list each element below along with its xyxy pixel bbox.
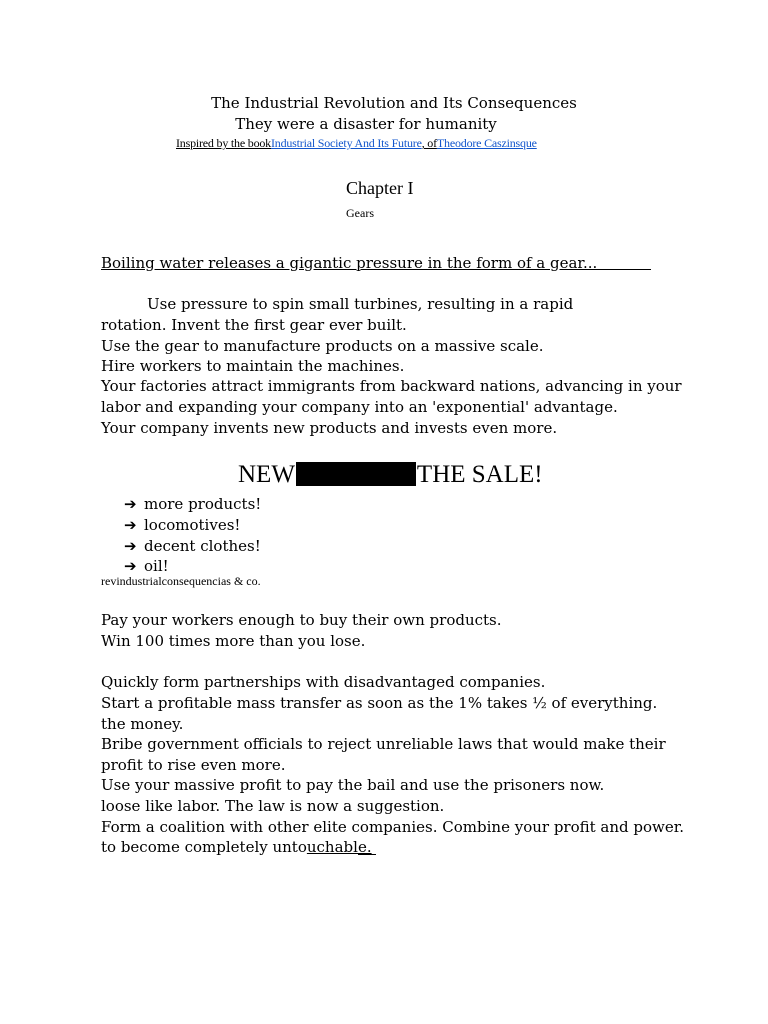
- paragraph-line: Your company invents new products and invests even more.: [101, 419, 558, 437]
- chapter-heading: Chapter I: [346, 178, 414, 198]
- document-subtitle: They were a disaster for humanity: [235, 115, 497, 133]
- arrow-icon: ➔: [124, 557, 137, 575]
- list-item-label: locomotives!: [144, 516, 241, 534]
- paragraph-line: the money.: [101, 715, 184, 733]
- paragraph-line: Use pressure to spin small turbines, resulting in a rapid: [147, 295, 574, 313]
- final-line-underlined: uchable.: [306, 838, 372, 856]
- promo-left: NEW: [238, 461, 295, 488]
- final-line-plain: to become completely unto: [101, 838, 307, 856]
- caption: revindustrialconsequencias & co.: [101, 574, 261, 588]
- paragraph-line: labor and expanding your company into an 'exponential' advantage.: [101, 398, 618, 416]
- paragraph-line: Quickly form partnerships with disadvantaged companies.: [101, 673, 546, 691]
- paragraph-line: Pay your workers enough to buy their own products.: [101, 611, 502, 629]
- paragraph-line: Win 100 times more than you lose.: [101, 632, 366, 650]
- paragraph-line: Bribe government officials to reject unreliable laws that would make their: [101, 735, 666, 753]
- paragraph-line: profit to rise even more.: [101, 756, 286, 774]
- list-item-label: oil!: [144, 557, 169, 575]
- final-underline-rule: [358, 854, 376, 855]
- chapter-subtitle: Gears: [346, 206, 374, 220]
- inspired-separator: , of: [421, 136, 437, 150]
- paragraph-line: Your factories attract immigrants from backward nations, advancing in your: [101, 377, 682, 395]
- inspired-prefix: Inspired by the book: [176, 136, 271, 150]
- list-item-label: more products!: [144, 495, 262, 513]
- document-title: The Industrial Revolution and Its Consequences: [211, 94, 577, 112]
- list-item: [124, 557, 169, 575]
- arrow-icon: ➔: [124, 495, 137, 513]
- book-link[interactable]: Industrial Society And Its Future: [270, 136, 422, 150]
- paragraph-line: Use the gear to manufacture products on a massive scale.: [101, 337, 544, 355]
- list-item: [124, 495, 261, 513]
- list-item-label: decent clothes!: [144, 537, 261, 555]
- author-link[interactable]: Theodore Caszinsque: [436, 136, 537, 150]
- promo-headline: [238, 461, 543, 489]
- promo-right: THE SALE!: [416, 461, 543, 488]
- inspired-by-line: [176, 136, 537, 151]
- paragraph-line: Start a profitable mass transfer as soon as the 1% takes ½ of everything.: [101, 694, 658, 712]
- list-item: [124, 516, 240, 534]
- arrow-icon: ➔: [124, 516, 137, 534]
- paragraph-line: rotation. Invent the first gear ever built.: [101, 316, 407, 334]
- final-line: [101, 838, 372, 856]
- paragraph-line: Form a coalition with other elite companies. Combine your profit and power.: [101, 818, 685, 836]
- paragraph-line: loose like labor. The law is now a suggestion.: [101, 797, 445, 815]
- paragraph-line: Hire workers to maintain the machines.: [101, 357, 405, 375]
- lead-underline-rule: [568, 269, 651, 270]
- list-item: [124, 537, 261, 555]
- lead-line: Boiling water releases a gigantic pressure in the form of a gear...: [101, 254, 598, 272]
- arrow-icon: ➔: [124, 537, 137, 555]
- redaction-block: [296, 462, 416, 486]
- paragraph-line: Use your massive profit to pay the bail and use the prisoners now.: [101, 776, 605, 794]
